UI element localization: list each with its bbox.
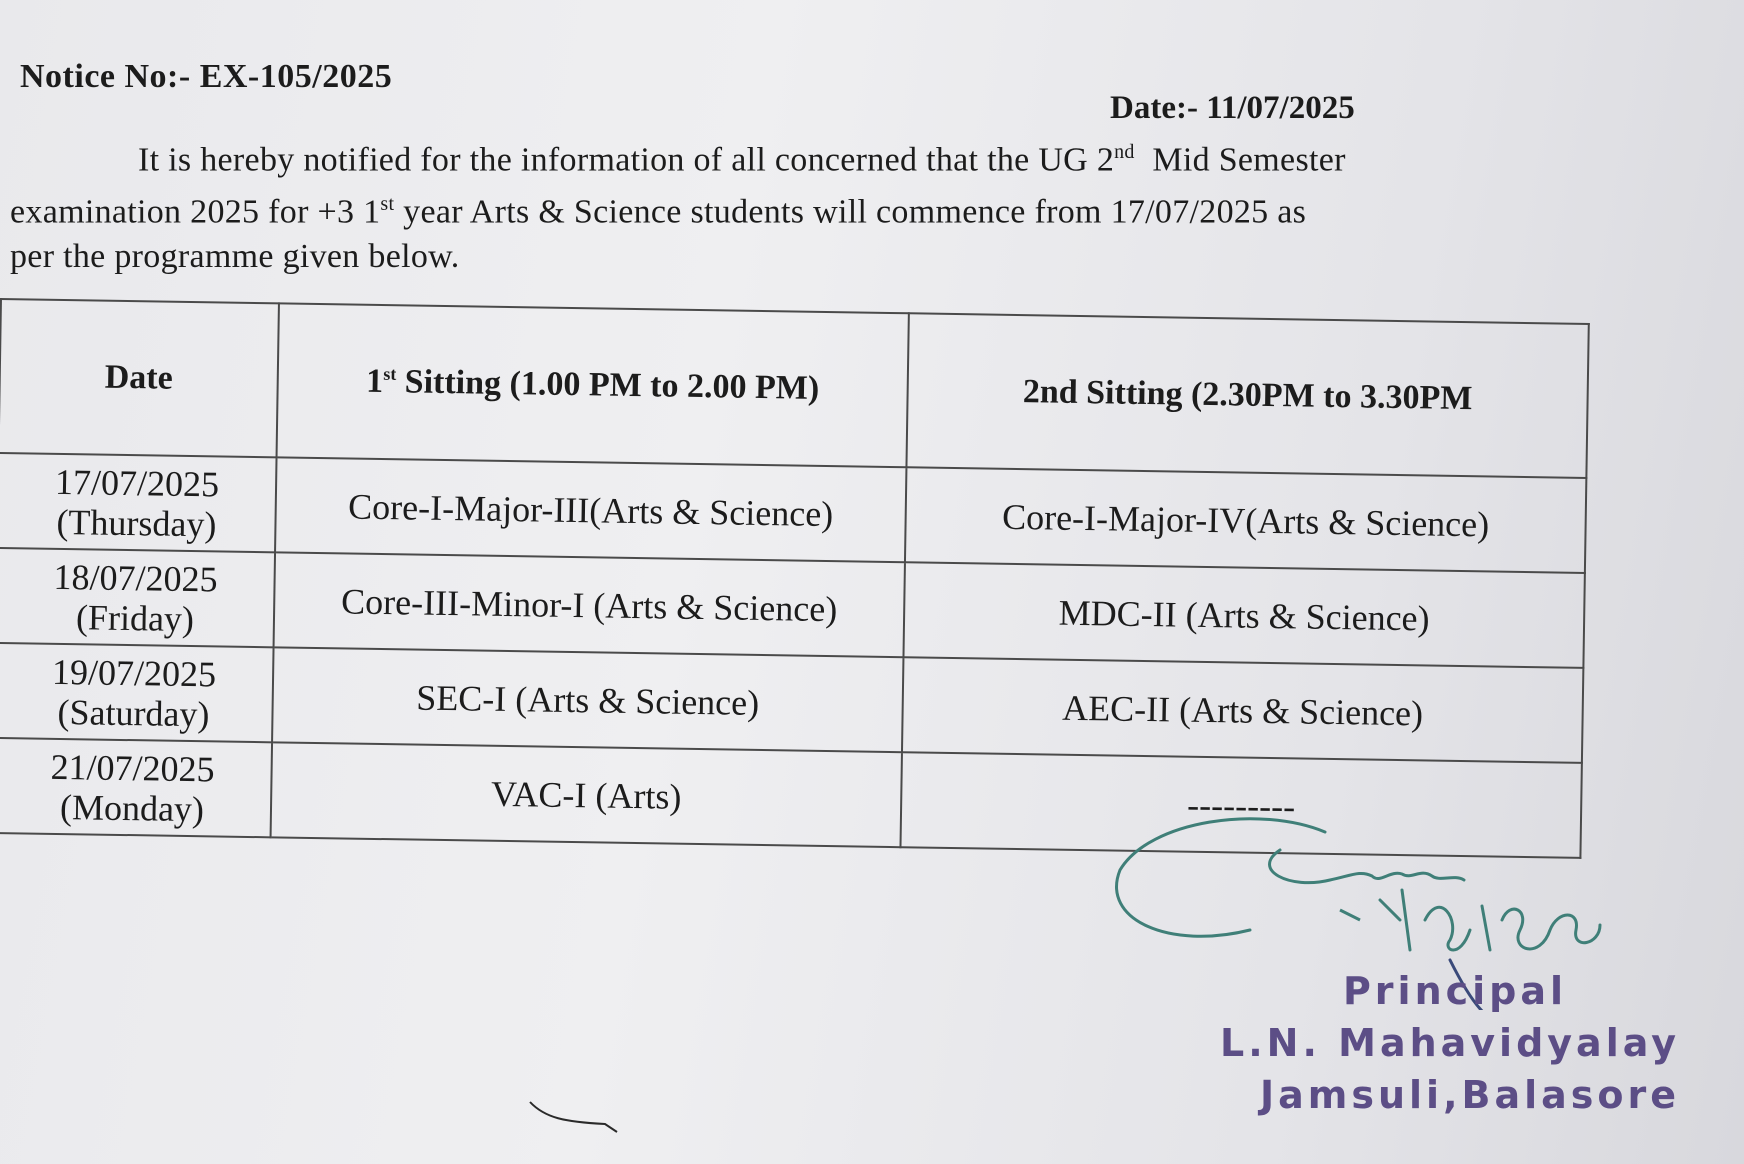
- row-sitting-1: SEC-I (Arts & Science): [272, 647, 903, 752]
- intro-line-2-text: examination 2025 for +3 1: [10, 193, 381, 231]
- row-sitting-1: VAC-I (Arts): [271, 742, 902, 847]
- row-date-cell: [0, 643, 274, 742]
- table-header-row: [0, 299, 1589, 478]
- row-date: 21/07/2025: [50, 746, 215, 789]
- row-day: (Saturday): [57, 691, 210, 734]
- header-sitting-2: 2nd Sitting (2.30PM to 3.30PM: [906, 313, 1588, 478]
- principal-stamp: [1195, 965, 1715, 1121]
- row-sitting-2: MDC-II (Arts & Science): [903, 562, 1584, 668]
- intro-line-3: per the programme given below.: [10, 237, 460, 275]
- stray-pen-mark: [525, 1098, 625, 1148]
- intro-line-1-rest: Mid Semester: [1134, 141, 1346, 179]
- row-day: (Monday): [59, 786, 205, 829]
- row-date: 19/07/2025: [51, 651, 217, 694]
- intro-line-2-sup: st: [380, 193, 395, 216]
- intro-paragraph: [10, 130, 1540, 279]
- row-sitting-2: Core-I-Major-IV(Arts & Science): [905, 467, 1586, 573]
- row-sitting-1: Core-I-Major-III(Arts & Science): [275, 457, 906, 562]
- row-date-cell: [0, 548, 275, 647]
- row-day: (Friday): [75, 596, 195, 639]
- row-sitting-2: ---------: [900, 752, 1581, 858]
- intro-line-1: [10, 130, 1540, 182]
- notice-number: Notice No:- EX-105/2025: [20, 58, 393, 95]
- row-date: 17/07/2025: [54, 461, 220, 504]
- row-sitting-2: AEC-II (Arts & Science): [902, 657, 1583, 763]
- intro-line-1-sup: nd: [1114, 141, 1135, 163]
- row-date-cell: [0, 738, 272, 837]
- stamp-line-2: L.N. Mahavidyalay: [1220, 1021, 1680, 1065]
- intro-line-2: [10, 182, 1540, 234]
- stamp-line-3: Jamsuli,Balasore: [1259, 1073, 1681, 1117]
- header-sitting-1: [277, 303, 909, 467]
- notice-date: Date:- 11/07/2025: [1110, 90, 1355, 126]
- row-date: 18/07/2025: [53, 556, 218, 599]
- stamp-line-1: Principal: [1342, 969, 1568, 1013]
- row-day: (Thursday): [56, 501, 217, 544]
- header-sitting-1-num: 1: [365, 362, 384, 401]
- intro-line-1-text: It is hereby notified for the information of all concerned that the UG 2: [138, 141, 1115, 179]
- header-sitting-1-text: Sitting (1.00 PM to 2.00 PM): [395, 363, 820, 407]
- header-date: Date: [0, 299, 279, 457]
- header-sitting-1-sup: st: [383, 363, 397, 384]
- row-date-cell: [0, 453, 277, 552]
- intro-line-2-rest: year Arts & Science students will commence from 17/07/2025 as: [394, 193, 1307, 231]
- exam-schedule-table: [0, 298, 1590, 859]
- row-sitting-1: Core-III-Minor-I (Arts & Science): [274, 552, 905, 657]
